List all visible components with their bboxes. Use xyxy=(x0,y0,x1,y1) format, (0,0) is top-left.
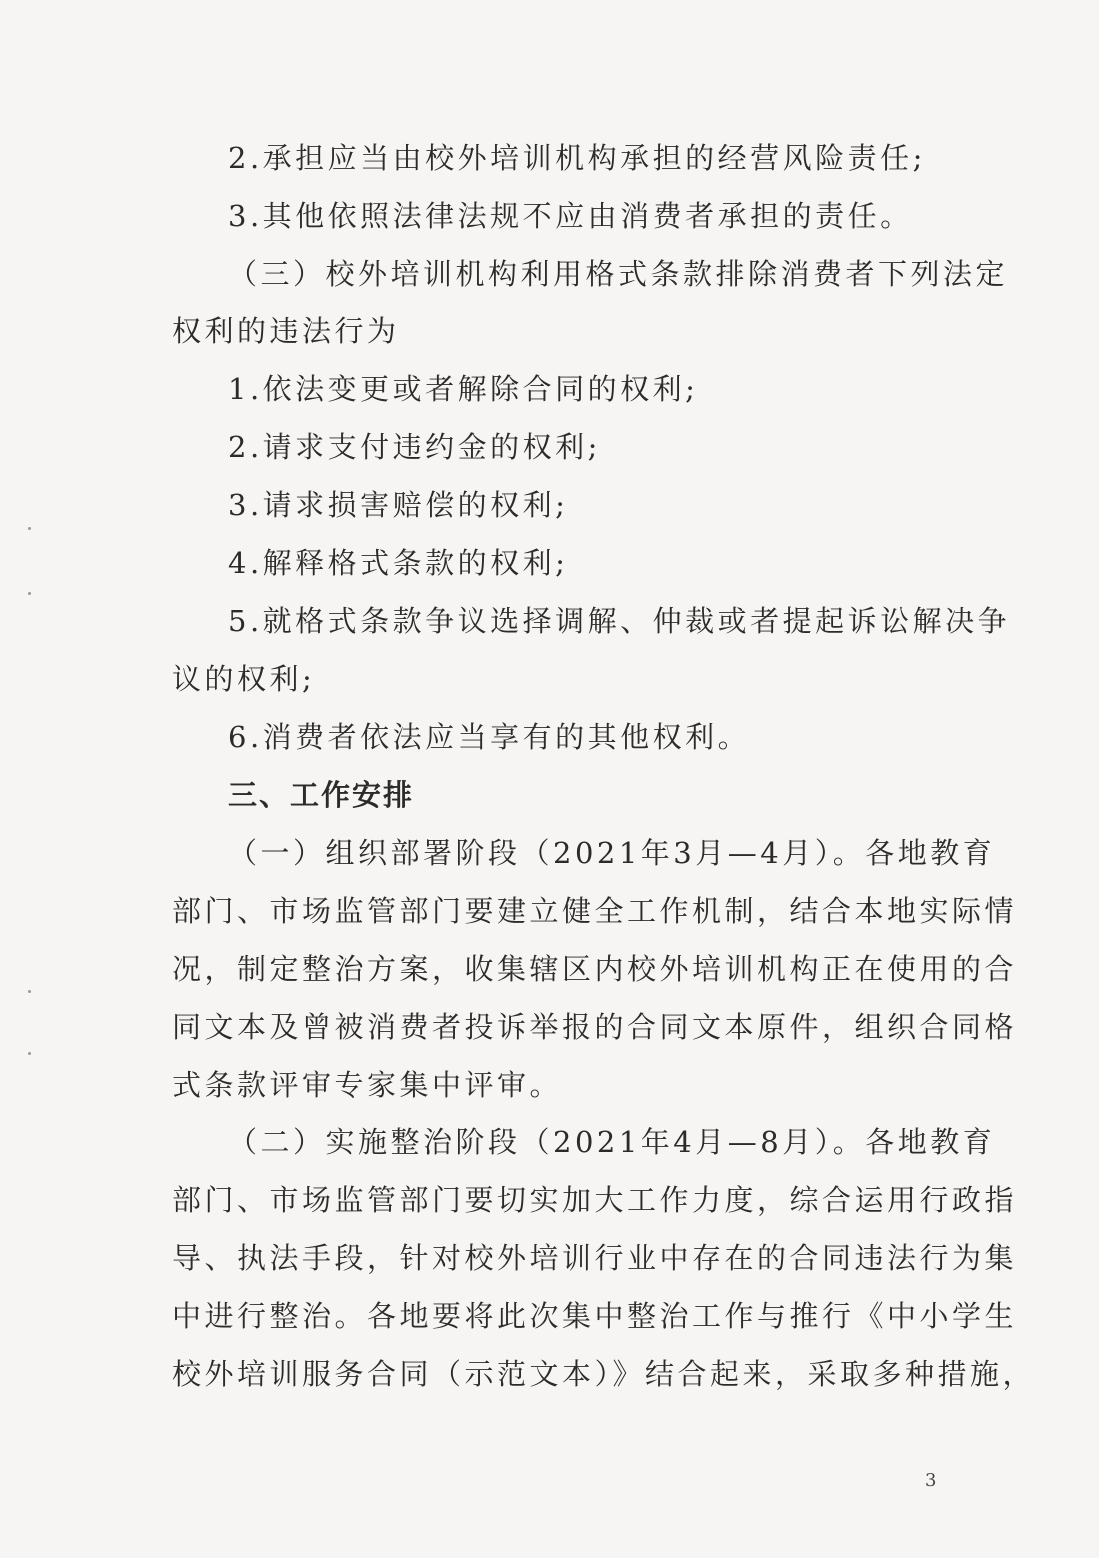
scan-dot xyxy=(28,527,31,530)
text-line: 6.消费者依法应当享有的其他权利。 xyxy=(228,720,751,754)
text-line: 况，制定整治方案，收集辖区内校外培训机构正在使用的合 xyxy=(172,952,1018,986)
text-line: （一）组织部署阶段（2021年3月—4月）。各地教育 xyxy=(228,836,996,870)
text-line: 2.承担应当由校外培训机构承担的经营风险责任; xyxy=(228,141,926,175)
text-line: 1.依法变更或者解除合同的权利; xyxy=(228,372,699,406)
text-line: 中进行整治。各地要将此次集中整治工作与推行《中小学生 xyxy=(172,1299,1018,1333)
text-line: 4.解释格式条款的权利; xyxy=(228,546,569,580)
text-line: 议的权利; xyxy=(172,662,316,696)
scan-dot xyxy=(28,592,31,595)
text-line: 导、执法手段，针对校外培训行业中存在的合同违法行为集 xyxy=(172,1241,1018,1275)
text-line: 2.请求支付违约金的权利; xyxy=(228,430,601,464)
text-line: 部门、市场监管部门要建立健全工作机制，结合本地实际情 xyxy=(172,894,1018,928)
text-line: 同文本及曾被消费者投诉举报的合同文本原件，组织合同格 xyxy=(172,1010,1018,1044)
text-line: （三）校外培训机构利用格式条款排除消费者下列法定 xyxy=(228,257,1009,291)
text-line: 部门、市场监管部门要切实加大工作力度，综合运用行政指 xyxy=(172,1183,1018,1217)
section-heading: 三、工作安排 xyxy=(228,778,415,812)
text-line: 5.就格式条款争议选择调解、仲裁或者提起诉讼解决争 xyxy=(228,604,1011,638)
text-line: 3.请求损害赔偿的权利; xyxy=(228,488,569,522)
scan-dot xyxy=(28,990,31,993)
text-line: 3.其他依照法律法规不应由消费者承担的责任。 xyxy=(228,199,913,233)
text-line: 权利的违法行为 xyxy=(172,314,400,348)
text-line: 校外培训服务合同（示范文本）》结合起来，采取多种措施， xyxy=(172,1357,1036,1391)
page-number: 3 xyxy=(925,1470,937,1491)
scan-dot xyxy=(28,1052,31,1055)
text-line: （二）实施整治阶段（2021年4月—8月）。各地教育 xyxy=(228,1125,996,1159)
text-line: 式条款评审专家集中评审。 xyxy=(172,1068,563,1102)
